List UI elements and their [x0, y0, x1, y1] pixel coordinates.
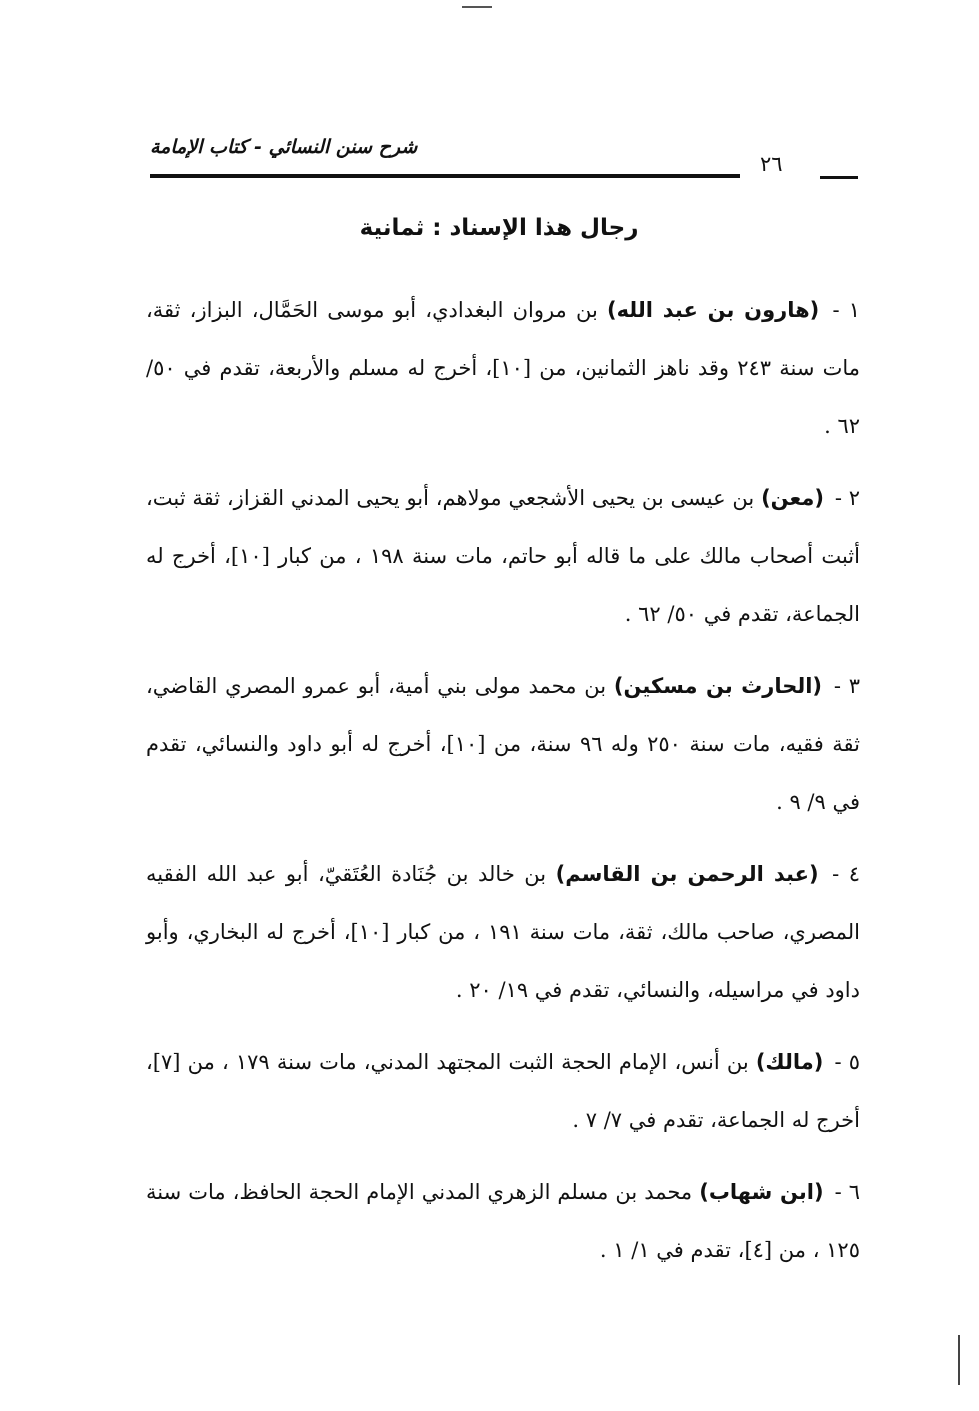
entry-number: ١ - — [832, 298, 860, 322]
narrator-name: (ابن شهاب) — [699, 1180, 824, 1204]
narrator-bio: بن محمد مولى بني أمية، أبو عمرو المصري القاضي، ثقة فقيه، مات سنة ٢٥٠ وله ٩٦ سنة، من [١٠]، أخرج له أبو داود والنسائي، تقدم في ٩/ ٩ . — [146, 674, 860, 814]
narrator-entry-3 — [146, 657, 860, 831]
section-title: رجال هذا الإسناد : ثمانية — [359, 215, 639, 241]
narrator-entry-1 — [146, 281, 860, 455]
narrator-name: (معن) — [761, 486, 825, 510]
entry-number: ٤ - — [832, 862, 860, 886]
entry-number: ٦ - — [834, 1180, 860, 1204]
header-rule — [150, 174, 740, 178]
narrator-bio: بن خالد بن جُنَادة العُتَقيّ، أبو عبد الله الفقيه المصري، صاحب مالك، ثقة، مات سنة ١٩١ ، من كبار [١٠]، أخرج له البخاري، وأبو داود في مراسيله، والنسائي، تقدم في ١٩/ ٢٠ . — [146, 862, 860, 1002]
running-title: شرح سنن النسائي - كتاب الإمامة — [150, 136, 418, 158]
narrator-name: (مالك) — [755, 1050, 824, 1074]
entry-number: ٥ - — [834, 1050, 860, 1074]
narrator-name: (عبد الرحمن بن القاسم) — [555, 862, 819, 886]
narrator-entry-6 — [146, 1163, 860, 1279]
narrator-bio: بن مروان البغدادي، أبو موسى الحَمَّال، البزاز، ثقة، مات سنة ٢٤٣ وقد ناهز الثمانين، من [١٠]، أخرج له مسلم والأربعة، تقدم في ٥٠/ ٦٢ . — [146, 298, 860, 438]
narrator-bio: بن أنس، الإمام الحجة الثبت المجتهد المدني، مات سنة ١٧٩ ، من [٧]، أخرج له الجماعة، تقدم في ٧/ ٧ . — [146, 1050, 860, 1132]
narrator-entry-4 — [146, 845, 860, 1019]
page-header — [140, 128, 860, 188]
entry-number: ٢ - — [834, 486, 860, 510]
narrator-list — [146, 281, 860, 1293]
narrator-entry-5 — [146, 1033, 860, 1149]
page-number: ٢٦ — [760, 152, 783, 176]
page-number-dash — [820, 176, 858, 179]
narrator-name: (هارون بن عبد الله) — [606, 298, 820, 322]
entry-number: ٣ - — [833, 674, 860, 698]
top-edge-mark — [462, 6, 492, 8]
narrator-bio: بن عيسى بن يحيى الأشجعي مولاهم، أبو يحيى المدني القزاز، ثقة ثبت، أثبت أصحاب مالك على ما قاله أبو حاتم، مات سنة ١٩٨ ، من كبار [١٠]، أخرج له الجماعة، تقدم في ٥٠/ ٦٢ . — [146, 486, 860, 626]
narrator-name: (الحارث بن مسكين) — [613, 674, 823, 698]
narrator-entry-2 — [146, 469, 860, 643]
narrator-bio: محمد بن مسلم الزهري المدني الإمام الحجة الحافظ، مات سنة ١٢٥ ، من [٤]، تقدم في ١/ ١ . — [146, 1180, 860, 1262]
scan-edge-mark — [958, 1335, 960, 1385]
